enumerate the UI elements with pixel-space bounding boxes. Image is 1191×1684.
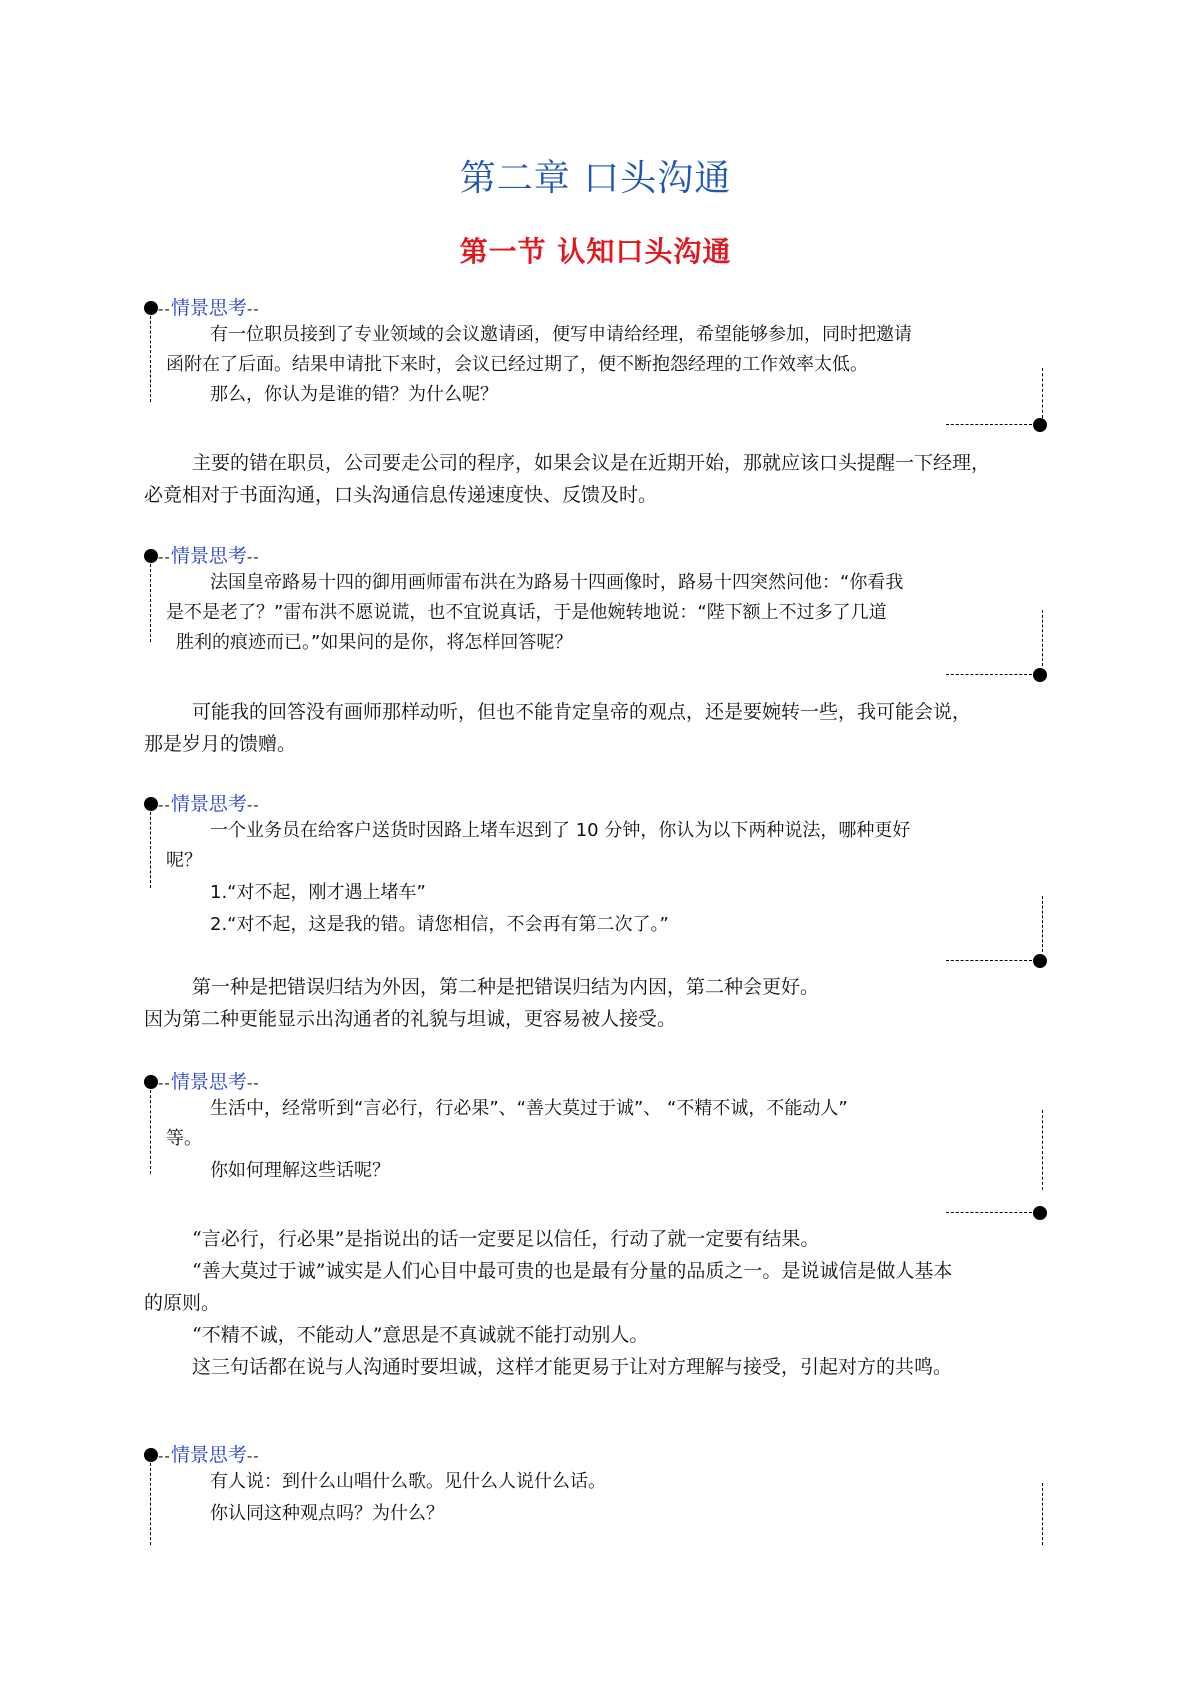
scenario-text-line: 2.“对不起，这是我的错。请您相信，不会再有第二次了。” (210, 914, 669, 935)
bullet-dot-icon (144, 797, 158, 811)
dash-decoration (946, 960, 1032, 961)
scenario-box-3 (144, 792, 1044, 962)
bullet-dot-icon (144, 1448, 158, 1462)
bullet-dot-icon (144, 301, 158, 315)
dash-decoration (946, 424, 1032, 425)
section-title: 第一节 认知口头沟通 (459, 235, 732, 268)
scenario-text-line: 呢？ (166, 850, 202, 871)
scenario-header (144, 544, 260, 568)
bullet-dot-icon (1033, 954, 1047, 968)
scenario-end-marker (946, 414, 1047, 430)
scenario-text-line: 等。 (166, 1128, 202, 1149)
dash-decoration: -- (246, 796, 260, 814)
scenario-text-line: 你认同这种观点吗？为什么？ (210, 1503, 444, 1524)
right-dashed-border (1042, 1110, 1043, 1190)
answer-text-line: 第一种是把错误归结为外因，第二种是把错误归结为内因，第二种会更好。 (192, 976, 820, 998)
left-dashed-border (150, 1090, 151, 1174)
left-dashed-border (150, 316, 151, 402)
scenario-text-line: 有一位职员接到了专业领域的会议邀请函，便写申请给经理，希望能够参加，同时把邀请 (210, 324, 912, 345)
answer-text-line: 因为第二种更能显示出沟通者的礼貌与坦诚，更容易被人接受。 (144, 1008, 677, 1030)
left-dashed-border (150, 1463, 151, 1545)
scenario-text-line: 法国皇帝路易十四的御用画师雷布洪在为路易十四画像时，路易十四突然问他：“你看我 (210, 572, 904, 593)
scenario-end-marker (946, 664, 1047, 680)
answer-text-line: 必竟相对于书面沟通，口头沟通信息传递速度快、反馈及时。 (144, 484, 658, 506)
answer-text-line: 的原则。 (144, 1292, 221, 1314)
dash-decoration: -- (246, 300, 260, 318)
scenario-text-line: 一个业务员在给客户送货时因路上堵车迟到了 10 分钟，你认为以下两种说法，哪种更好 (210, 820, 911, 841)
answer-text-line: “言必行，行必果”是指说出的话一定要足以信任，行动了就一定要有结果。 (192, 1228, 820, 1250)
right-dashed-border (1042, 610, 1043, 666)
scenario-header (144, 1443, 260, 1467)
dash-decoration: -- (158, 548, 171, 566)
scenario-end-marker (946, 950, 1047, 966)
scenario-end-marker (946, 1202, 1047, 1218)
scenario-text-line: 是不是老了？”雷布洪不愿说谎，也不宜说真话，于是他婉转地说：“陛下额上不过多了几道 (166, 602, 887, 623)
scenario-box-5 (144, 1443, 1044, 1563)
scenario-header (144, 792, 260, 816)
scenario-text-line: 那么，你认为是谁的错？为什么呢？ (210, 384, 498, 405)
dash-decoration (946, 1212, 1032, 1213)
answer-text-line: “不精不诚，不能动人”意思是不真诚就不能打动别人。 (192, 1324, 649, 1346)
scenario-text-line: 有人说：到什么山唱什么歌。见什么人说什么话。 (210, 1471, 606, 1492)
answer-text-line: 这三句话都在说与人沟通时要坦诚，这样才能更易于让对方理解与接受，引起对方的共鸣。 (192, 1356, 953, 1378)
scenario-text-line: 生活中，经常听到“言必行，行必果”、“善大莫过于诚”、 “不精不诚，不能动人” (210, 1098, 848, 1119)
answer-text-line: 那是岁月的馈赠。 (144, 733, 297, 755)
dash-decoration: -- (246, 548, 260, 566)
answer-text-line: 可能我的回答没有画师那样动听，但也不能肯定皇帝的观点，还是要婉转一些，我可能会说， (192, 701, 972, 723)
scenario-label: 情景思考 (170, 1444, 247, 1466)
answer-text-line: “善大莫过于诚”诚实是人们心目中最可贵的也是最有分量的品质之一。是说诚信是做人基本 (192, 1260, 953, 1282)
scenario-text-line: 1.“对不起，刚才遇上堵车” (210, 882, 426, 903)
scenario-text-line: 胜利的痕迹而已。”如果问的是你，将怎样回答呢？ (176, 632, 573, 653)
dash-decoration: -- (158, 300, 171, 318)
bullet-dot-icon (1033, 418, 1047, 432)
scenario-box-2 (144, 544, 1044, 684)
bullet-dot-icon (1033, 1206, 1047, 1220)
scenario-text-line: 你如何理解这些话呢？ (210, 1160, 390, 1181)
scenario-box-4 (144, 1070, 1044, 1220)
scenario-header (144, 296, 260, 320)
right-dashed-border (1042, 896, 1043, 952)
dash-decoration: -- (158, 796, 171, 814)
scenario-label: 情景思考 (170, 545, 247, 567)
scenario-box-1 (144, 296, 1044, 436)
dash-decoration: -- (246, 1074, 260, 1092)
scenario-text-line: 函附在了后面。结果申请批下来时，会议已经过期了，便不断抱怨经理的工作效率太低。 (166, 354, 868, 375)
dash-decoration: -- (158, 1074, 171, 1092)
bullet-dot-icon (144, 549, 158, 563)
dash-decoration: -- (158, 1447, 171, 1465)
dash-decoration (946, 674, 1032, 675)
bullet-dot-icon (144, 1075, 158, 1089)
answer-text-line: 主要的错在职员，公司要走公司的程序，如果会议是在近期开始，那就应该口头提醒一下经理， (192, 452, 991, 474)
dash-decoration: -- (246, 1447, 260, 1465)
scenario-label: 情景思考 (170, 297, 247, 319)
left-dashed-border (150, 564, 151, 642)
scenario-label: 情景思考 (170, 793, 247, 815)
left-dashed-border (150, 812, 151, 888)
scenario-label: 情景思考 (170, 1071, 247, 1093)
chapter-title: 第二章 口头沟通 (459, 158, 732, 199)
scenario-header (144, 1070, 260, 1094)
bullet-dot-icon (1033, 668, 1047, 682)
right-dashed-border (1042, 368, 1043, 418)
right-dashed-border (1042, 1483, 1043, 1545)
